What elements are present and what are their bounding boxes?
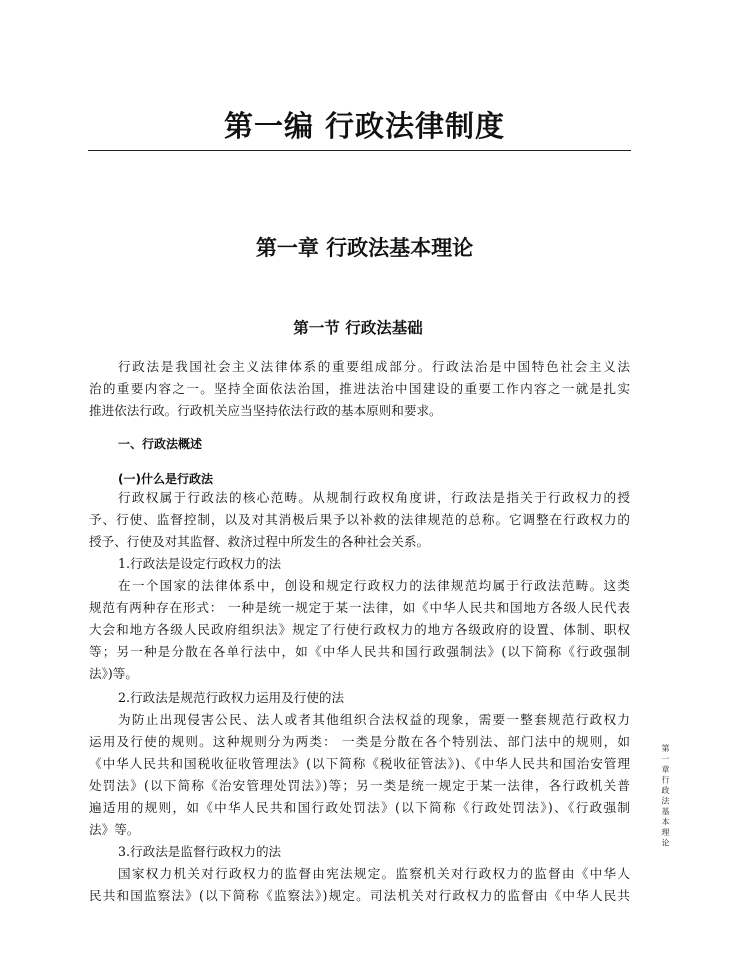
item-1-line: 在一个国家的法律体系中，创设和规定行政权力的法律规范均属于行政法范畴。这类: [118, 578, 630, 593]
intro-line: 治的重要内容之一。坚持全面依法治国，推进法治中国建设的重要工作内容之一就是扎实: [89, 381, 630, 396]
heading-what-is: (一)什么是行政法: [118, 472, 213, 486]
item-1-line: 规范有两种存在形式： 一种是统一规定于某一法律，如《中华人民共和国地方各级人民代表: [89, 600, 630, 615]
chapter-title: 第一章 行政法基本理论: [255, 236, 474, 260]
item-3-title: 3.行政法是监督行政权力的法: [118, 844, 282, 859]
chapter-side-tab: 第一章行政法基本理论: [661, 744, 670, 849]
para-line: 授予、行使及对其监督、救济过程中所发生的各种社会关系。: [89, 534, 430, 549]
section-title: 第一节 行政法基础: [293, 319, 423, 337]
item-2-line: 《中华人民共和国税收征收管理法》(以下简称《税收征管法》)、《中华人民共和国治安管理: [89, 756, 630, 771]
intro-line: 行政法是我国社会主义法律体系的重要组成部分。行政法治是中国特色社会主义法: [118, 359, 630, 374]
item-3-line: 民共和国监察法》(以下简称《监察法》)规定。司法机关对行政权力的监督由《中华人民共: [89, 888, 630, 903]
item-2-title: 2.行政法是规范行政权力运用及行使的法: [118, 690, 345, 705]
item-2-line: 遍适用的规则，如《中华人民共和国行政处罚法》(以下简称《行政处罚法》)、《行政强制: [89, 800, 630, 815]
item-2-line: 运用及行使的规则。这种规则分为两类： 一类是分散在各个特别法、部门法中的规则，如: [89, 734, 630, 749]
item-1-line: 法》)等。: [89, 666, 138, 681]
item-2-line: 处罚法》(以下简称《治安管理处罚法》)等；另一类是统一规定于某一法律，各行政机关普: [89, 778, 630, 793]
item-1-line: 等；另一种是分散在各单行法中，如《中华人民共和国行政强制法》(以下简称《行政强制: [89, 644, 630, 659]
intro-line: 推进依法行政。行政机关应当坚持依法行政的基本原则和要求。: [89, 403, 442, 418]
item-1-title: 1.行政法是设定行政权力的法: [118, 556, 282, 571]
item-1-line: 大会和地方各级人民政府组织法》规定了行使行政权力的地方各级政府的设置、体制、职权: [89, 622, 630, 637]
part-title: 第一编 行政法律制度: [223, 109, 506, 143]
title-rule: [88, 150, 631, 151]
item-2-line: 法》等。: [89, 822, 140, 837]
item-2-line: 为防止出现侵害公民、法人或者其他组织合法权益的现象，需要一整套规范行政权力: [118, 712, 630, 727]
heading-overview: 一、行政法概述: [118, 437, 203, 451]
item-3-line: 国家权力机关对行政权力的监督由宪法规定。监察机关对行政权力的监督由《中华人: [118, 866, 630, 881]
para-line: 行政权属于行政法的核心范畴。从规制行政权角度讲，行政法是指关于行政权力的授: [118, 490, 630, 505]
para-line: 予、行使、监督控制，以及对其消极后果予以补救的法律规范的总称。它调整在行政权力的: [89, 512, 630, 527]
